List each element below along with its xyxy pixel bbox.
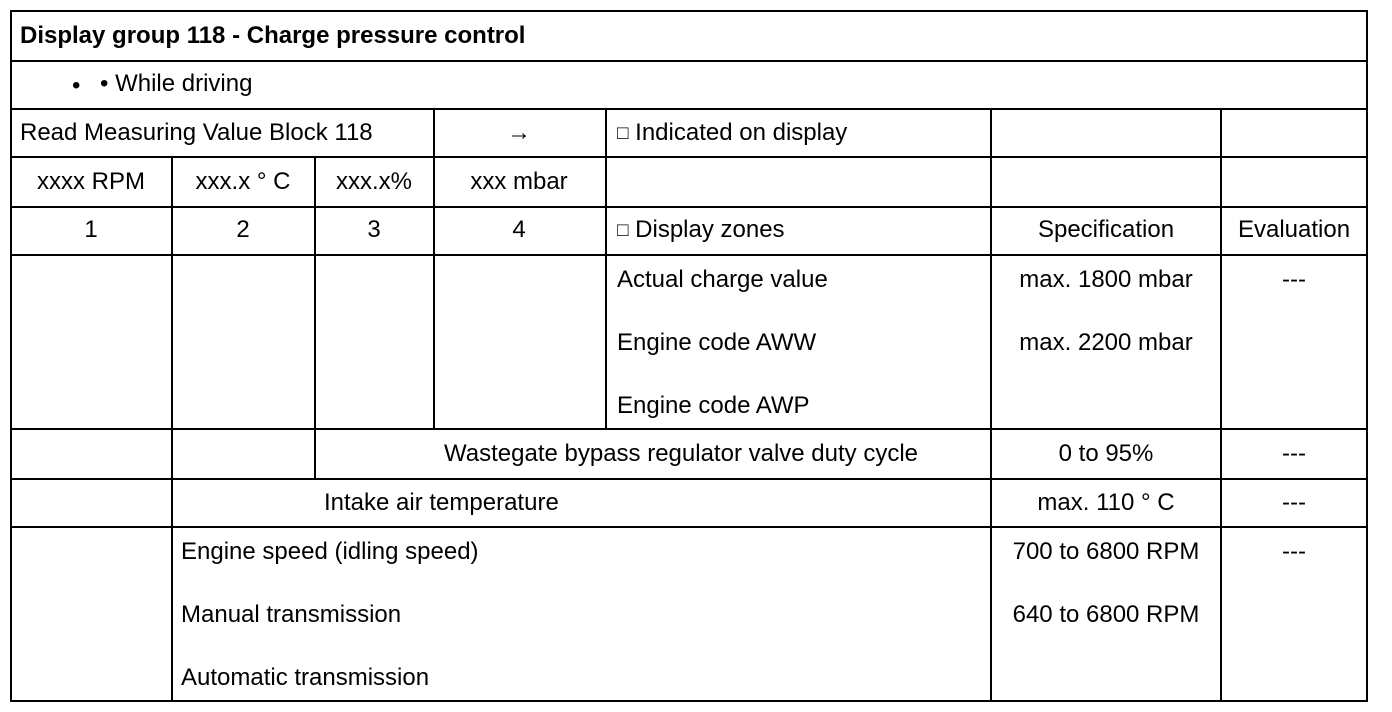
evaluation-value: --- bbox=[1282, 538, 1306, 565]
field-number-2: 2 bbox=[236, 216, 250, 243]
row-divider bbox=[10, 108, 1368, 110]
row-divider bbox=[10, 526, 1368, 528]
zone-engine-code-aww: Engine code AWW bbox=[617, 329, 817, 356]
spec-value: max. 1800 mbar bbox=[1019, 266, 1193, 293]
unit-percent: xxx.x% bbox=[335, 168, 413, 195]
column-divider bbox=[171, 156, 173, 702]
zone-wastegate-duty-cycle: Wastegate bypass regulator valve duty cycle bbox=[444, 440, 919, 467]
evaluation-value: --- bbox=[1282, 266, 1306, 293]
zone-actual-charge-value: Actual charge value bbox=[617, 266, 828, 293]
field-number-3: 3 bbox=[367, 216, 381, 243]
zone-engine-speed: Engine speed (idling speed) bbox=[181, 538, 479, 565]
table-border-left bbox=[10, 10, 12, 702]
checkbox-square-icon: □ bbox=[617, 123, 629, 144]
field-number-1: 1 bbox=[84, 216, 98, 243]
indicated-cell bbox=[617, 119, 847, 148]
row-divider bbox=[10, 206, 1368, 208]
row-divider bbox=[10, 478, 1368, 480]
unit-temperature: xxx.x ° C bbox=[195, 168, 291, 195]
row-divider bbox=[10, 156, 1368, 158]
column-divider bbox=[433, 156, 435, 430]
spec-value: 0 to 95% bbox=[1058, 440, 1154, 467]
column-divider bbox=[1220, 108, 1222, 702]
column-divider bbox=[605, 108, 607, 430]
zone-automatic-transmission: Automatic transmission bbox=[181, 664, 430, 691]
field-number-4: 4 bbox=[512, 216, 526, 243]
table-border-top bbox=[10, 10, 1368, 12]
evaluation-header: Evaluation bbox=[1237, 216, 1351, 243]
evaluation-value: --- bbox=[1282, 489, 1306, 516]
spec-value: 700 to 6800 RPM bbox=[1012, 538, 1200, 565]
bullet-icon: • bbox=[72, 72, 81, 99]
indicated-label: Indicated on display bbox=[635, 119, 848, 146]
row-divider bbox=[10, 60, 1368, 62]
spec-value: 640 to 6800 RPM bbox=[1012, 601, 1200, 628]
display-zones-header bbox=[617, 216, 785, 245]
unit-rpm: xxxx RPM bbox=[37, 168, 145, 195]
evaluation-value: --- bbox=[1282, 440, 1306, 467]
column-divider bbox=[433, 108, 435, 156]
zone-intake-air-temperature: Intake air temperature bbox=[324, 489, 559, 516]
row-divider bbox=[10, 428, 1368, 430]
table-border-right bbox=[1366, 10, 1368, 702]
row-divider bbox=[10, 254, 1368, 256]
read-block-label: Read Measuring Value Block 118 bbox=[20, 119, 373, 146]
table-border-bottom bbox=[10, 700, 1368, 702]
specification-header: Specification bbox=[1037, 216, 1175, 243]
column-divider bbox=[314, 156, 316, 478]
zone-engine-code-awp: Engine code AWP bbox=[617, 392, 810, 419]
column-divider bbox=[990, 108, 992, 702]
checkbox-square-icon: □ bbox=[617, 220, 629, 241]
unit-mbar: xxx mbar bbox=[470, 168, 568, 195]
zone-manual-transmission: Manual transmission bbox=[181, 601, 402, 628]
display-group-title: Display group 118 - Charge pressure control bbox=[20, 22, 526, 49]
arrow-icon: → bbox=[507, 119, 531, 146]
display-zones-label: Display zones bbox=[635, 216, 785, 243]
spec-value: max. 2200 mbar bbox=[1019, 329, 1193, 356]
condition-text: • While driving bbox=[100, 70, 253, 97]
spec-value: max. 110 ° C bbox=[1037, 489, 1175, 516]
